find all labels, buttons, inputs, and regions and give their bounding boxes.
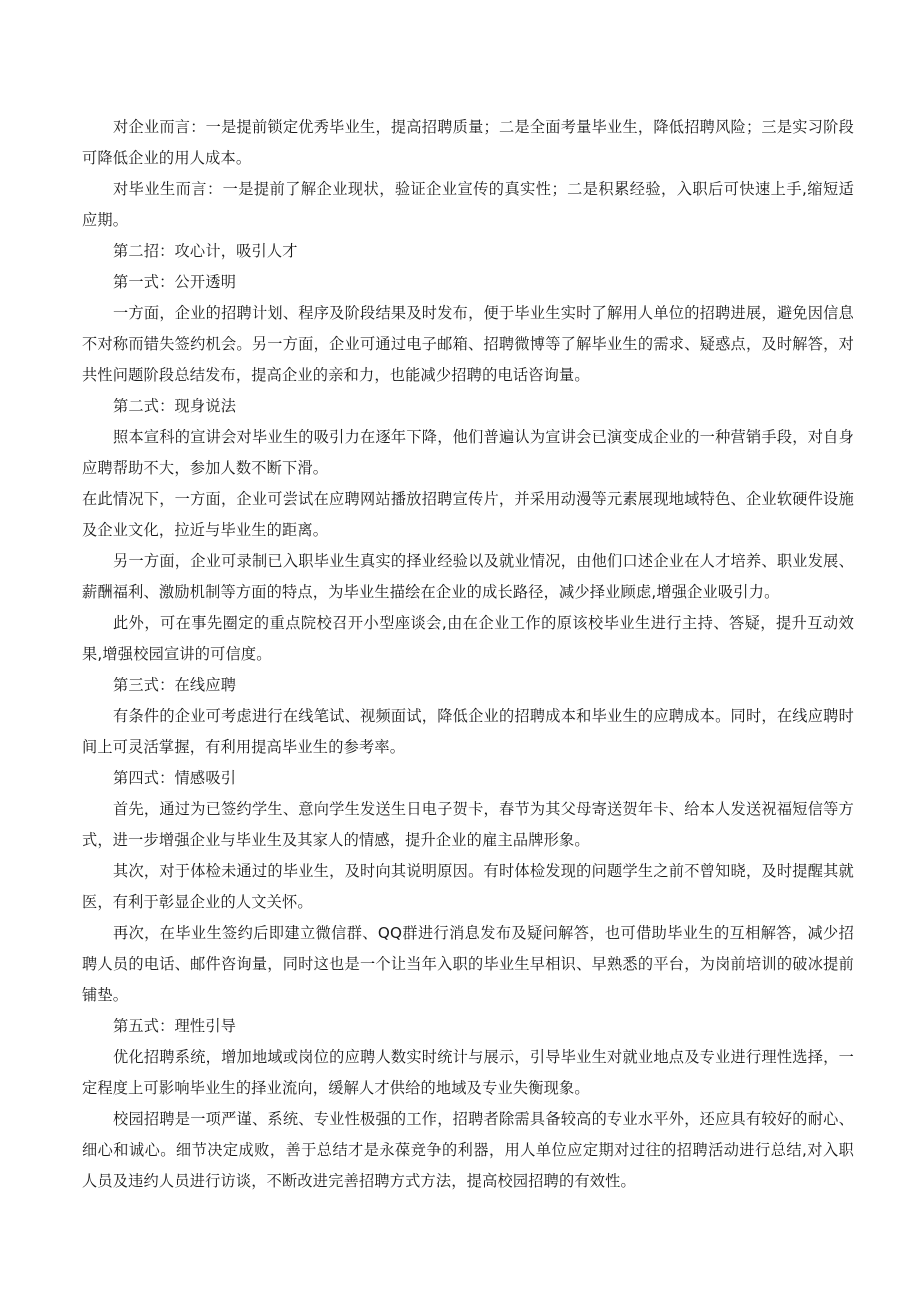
paragraph-presentation-decline: 照本宣科的宣讲会对毕业生的吸引力在逐年下降，他们普遍认为宣讲会已演变成企业的一种营销手段，对自身应聘帮助不大，参加人数不断下滑。	[82, 428, 854, 477]
subheading-rational-guidance: 第五式：理性引导	[113, 1017, 237, 1035]
paragraph-health-check: 其次，对于体检未通过的毕业生，及时向其说明原因。有时体检发现的问题学生之前不曾知晓，及时提醒其就医，有利于彰显企业的人文关怀。	[82, 862, 854, 911]
paragraph-open-transparent: 一方面，企业的招聘计划、程序及阶段结果及时发布，便于毕业生实时了解用人单位的招聘进展，避免因信息不对称而错失签约机会。另一方面，企业可通过电子邮箱、招聘微博等了解毕业生的需求、疑惑点，及时解答，对共性问题阶段总结发布，提高企业的亲和力，也能减少招聘的电话咨询量。	[82, 304, 854, 384]
document-body	[82, 112, 854, 1197]
subheading-emotional-appeal: 第四式：情感吸引	[113, 769, 237, 787]
paragraph-online-application: 有条件的企业可考虑进行在线笔试、视频面试，降低企业的招聘成本和毕业生的应聘成本。同时，在线应聘时间上可灵活掌握，有利用提高毕业生的参考率。	[82, 707, 854, 756]
subheading-personal-testimony: 第二式：现身说法	[113, 397, 237, 415]
paragraph-recorded-experience: 另一方面，企业可录制已入职毕业生真实的择业经验以及就业情况，由他们口述企业在人才培养、职业发展、薪酬福利、激励机制等方面的特点，为毕业生描绘在企业的成长路径，减少择业顾虑,增强企业吸引力。	[82, 552, 854, 601]
paragraph-seminar: 此外，可在事先圈定的重点院校召开小型座谈会,由在企业工作的原该校毕业生进行主持、答疑，提升互动效果,增强校园宣讲的可信度。	[82, 614, 854, 663]
subheading-open-transparent: 第一式：公开透明	[113, 273, 237, 291]
paragraph-enterprise-benefits: 对企业而言：一是提前锁定优秀毕业生，提高招聘质量；二是全面考量毕业生，降低招聘风险；三是实习阶段可降低企业的用人成本。	[82, 118, 854, 167]
paragraph-promo-video: 在此情况下，一方面，企业可尝试在应聘网站播放招聘宣传片，并采用动漫等元素展现地域特色、企业软硬件设施及企业文化，拉近与毕业生的距离。	[82, 490, 854, 539]
paragraph-recruitment-system: 优化招聘系统，增加地域或岗位的应聘人数实时统计与展示，引导毕业生对就业地点及专业进行理性选择，一定程度上可影响毕业生的择业流向，缓解人才供给的地域及专业失衡现象。	[82, 1048, 854, 1097]
paragraph-wechat-group: 再次，在毕业生签约后即建立微信群、QQ群进行消息发布及疑问解答，也可借助毕业生的互相解答，减少招聘人员的电话、邮件咨询量，同时这也是一个让当年入职的毕业生早相识、早熟悉的平台，为岗前培训的破冰提前铺垫。	[82, 924, 854, 1004]
paragraph-greeting-cards: 首先，通过为已签约学生、意向学生发送生日电子贺卡，春节为其父母寄送贺年卡、给本人发送祝福短信等方式，进一步增强企业与毕业生及其家人的情感，提升企业的雇主品牌形象。	[82, 800, 854, 849]
subheading-online-application: 第三式：在线应聘	[113, 676, 237, 694]
paragraph-graduate-benefits: 对毕业生而言：一是提前了解企业现状，验证企业宣传的真实性；二是积累经验，入职后可快速上手,缩短适应期。	[82, 180, 854, 229]
heading-second-move: 第二招：攻心计，吸引人才	[113, 242, 298, 260]
paragraph-conclusion: 校园招聘是一项严谨、系统、专业性极强的工作，招聘者除需具备较高的专业水平外，还应具有较好的耐心、细心和诚心。细节决定成败，善于总结才是永葆竞争的利器，用人单位应定期对过往的招聘活动进行总结,对入职人员及违约人员进行访谈，不断改进完善招聘方式方法，提高校园招聘的有效性。	[82, 1110, 854, 1190]
